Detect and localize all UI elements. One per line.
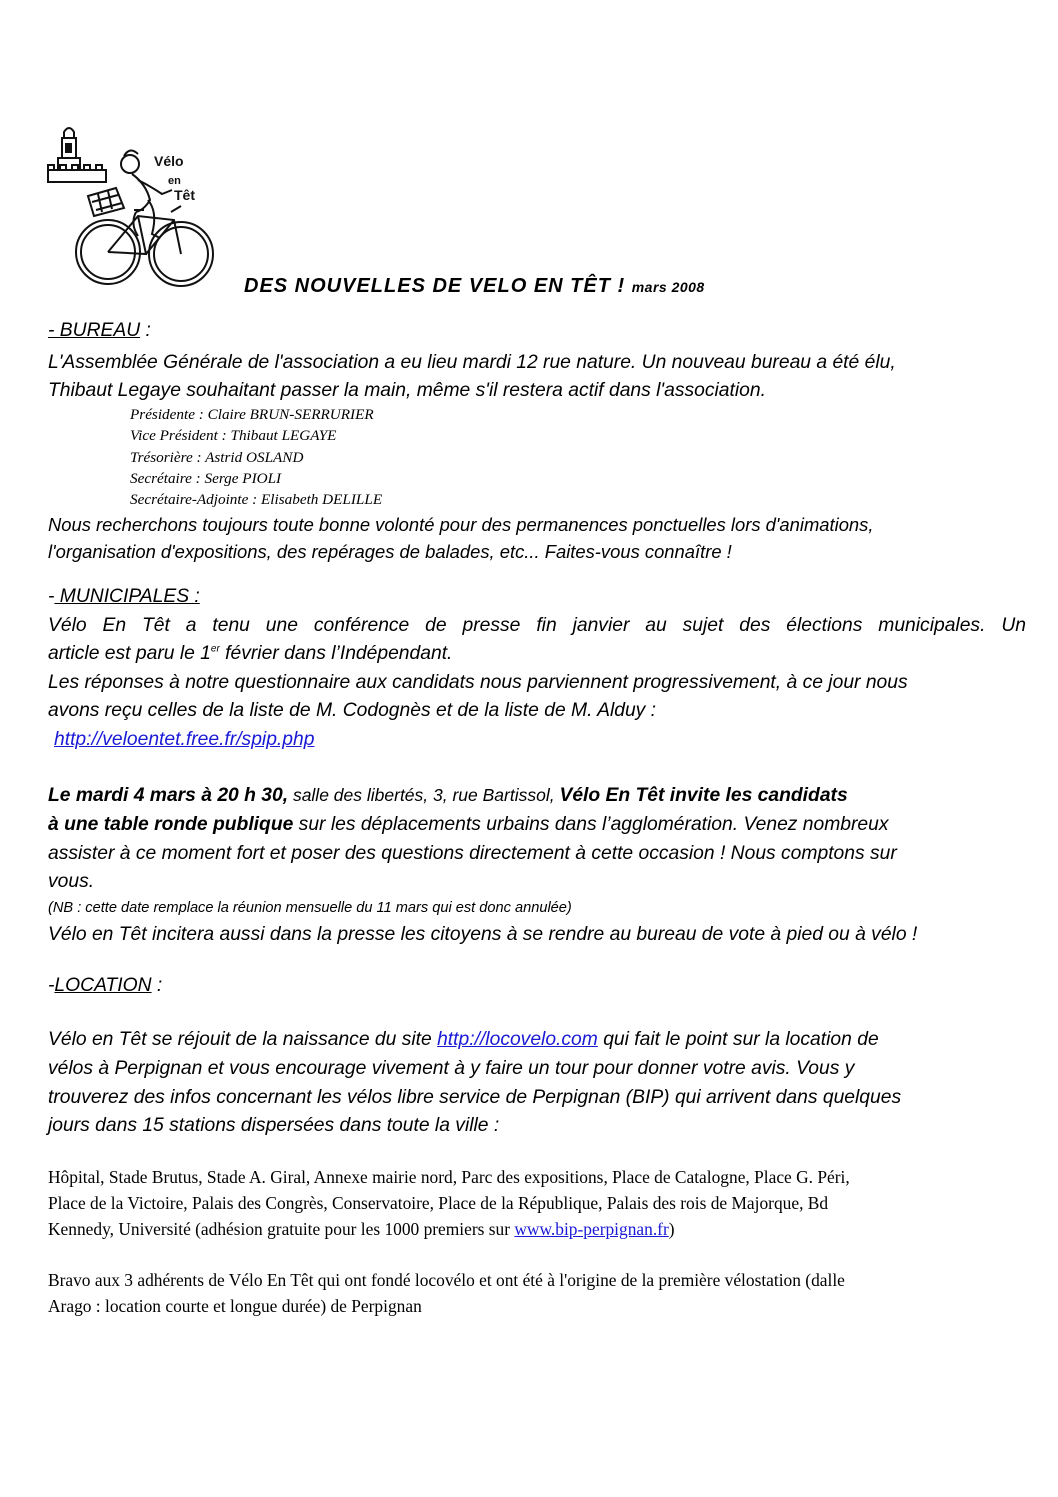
municipales-line-2 bbox=[48, 643, 452, 665]
page-title bbox=[244, 275, 705, 298]
event-invite: Vélo En Têt invite les candidats bbox=[559, 785, 848, 806]
bravo-line-1: Bravo aux 3 adhérents de Vélo En Têt qui ont fondé locovélo et ont été à l'origine de la première vélostation (dalle bbox=[48, 1270, 845, 1290]
bureau-heading-text: - BUREAU bbox=[48, 320, 141, 341]
officer-vice-president: Vice Président : Thibaut LEGAYE bbox=[130, 427, 337, 444]
municipales-line-2-a: article est paru le 1 bbox=[48, 643, 211, 664]
stations-line-3-b: ) bbox=[668, 1219, 675, 1239]
logo-text-velo: Vélo bbox=[154, 153, 184, 169]
issue-date: mars 2008 bbox=[631, 279, 705, 295]
municipales-line-1: Vélo En Têt a tenu une conférence de presse fin janvier au sujet des élections municipales. Un bbox=[48, 615, 1026, 636]
press-line: Vélo en Têt incitera aussi dans la presse les citoyens à se rendre au bureau de vote à pied ou à vélo ! bbox=[48, 924, 918, 945]
bureau-paragraph-line-1: L'Assemblée Générale de l'association a eu lieu mardi 12 rue nature. Un nouveau bureau a été élu, bbox=[48, 352, 896, 373]
location-heading-suffix: : bbox=[151, 975, 163, 996]
location-line-3: trouverez des infos concernant les vélos libre service de Perpignan (BIP) qui arrivent dans quelques bbox=[48, 1087, 902, 1108]
location-line-1-b: qui fait le point sur la location de bbox=[597, 1029, 879, 1050]
volunteer-paragraph-line-2: l'organisation d'expositions, des repérages de balades, etc... Faites-vous connaître ! bbox=[48, 541, 732, 562]
event-line-2 bbox=[48, 814, 889, 836]
location-line-1 bbox=[48, 1029, 879, 1051]
officer-assistant-secretary: Secrétaire-Adjointe : Elisabeth DELILLE bbox=[130, 491, 383, 508]
municipales-heading-dash: - bbox=[48, 586, 55, 607]
bureau-heading bbox=[48, 320, 151, 342]
municipales-line-2-b: février dans l’Indépendant. bbox=[219, 643, 453, 664]
cyclist-logo-icon bbox=[46, 124, 224, 296]
locovelo-link[interactable]: http://locovelo.com bbox=[437, 1029, 598, 1050]
velo-en-tet-logo bbox=[46, 124, 224, 296]
event-date: Le mardi 4 mars à 20 h 30, bbox=[48, 785, 289, 806]
logo-text-tet: Têt bbox=[174, 187, 195, 203]
location-heading-text: LOCATION bbox=[54, 975, 152, 996]
municipales-heading-text: MUNICIPALES : bbox=[54, 586, 200, 607]
event-line-1 bbox=[48, 785, 848, 807]
title-text: DES NOUVELLES DE VELO EN TÊT ! bbox=[244, 275, 626, 297]
officer-secretary: Secrétaire : Serge PIOLI bbox=[130, 470, 282, 487]
event-topic: sur les déplacements urbains dans l’agglomération. Venez nombreux bbox=[293, 814, 889, 835]
spip-link[interactable]: http://veloentet.free.fr/spip.php bbox=[54, 729, 315, 750]
event-venue: salle des libertés, 3, rue Bartissol, bbox=[288, 785, 560, 805]
spip-link-line bbox=[54, 729, 314, 751]
bureau-paragraph-line-2: Thibaut Legaye souhaitant passer la main, même s'il restera actif dans l'association. bbox=[48, 380, 766, 401]
stations-line-3 bbox=[48, 1219, 675, 1240]
municipales-heading bbox=[48, 586, 200, 608]
municipales-line-2-sup: er bbox=[210, 643, 220, 655]
bravo-line-2: Arago : location courte et longue durée) de Perpignan bbox=[48, 1296, 422, 1316]
location-line-1-a: Vélo en Têt se réjouit de la naissance du site bbox=[48, 1029, 438, 1050]
location-heading bbox=[48, 975, 162, 997]
location-line-2: vélos à Perpignan et vous encourage vivement à y faire un tour pour donner votre avis. Vous y bbox=[48, 1058, 855, 1079]
nb-note: (NB : cette date remplace la réunion mensuelle du 11 mars qui est donc annulée) bbox=[48, 900, 572, 916]
stations-line-2: Place de la Victoire, Palais des Congrès, Conservatoire, Place de la République, Palais des rois de Majorque, Bd bbox=[48, 1193, 829, 1213]
location-line-4: jours dans 15 stations dispersées dans toute la ville : bbox=[48, 1115, 500, 1136]
officer-president: Présidente : Claire BRUN-SERRURIER bbox=[130, 406, 374, 423]
event-line-3: assister à ce moment fort et poser des questions directement à cette occasion ! Nous comptons sur bbox=[48, 843, 897, 864]
event-round-table: à une table ronde publique bbox=[48, 814, 294, 835]
bip-link[interactable]: www.bip-perpignan.fr bbox=[514, 1219, 669, 1239]
bureau-heading-suffix: : bbox=[140, 320, 151, 341]
stations-line-3-a: Kennedy, Université (adhésion gratuite pour les 1000 premiers sur bbox=[48, 1219, 515, 1239]
logo-text-en: en bbox=[168, 175, 181, 187]
location-heading-dash: - bbox=[48, 975, 55, 996]
volunteer-paragraph-line-1: Nous recherchons toujours toute bonne volonté pour des permanences ponctuelles lors d'animations, bbox=[48, 514, 874, 535]
event-line-4: vous. bbox=[48, 871, 95, 892]
stations-line-1: Hôpital, Stade Brutus, Stade A. Giral, Annexe mairie nord, Parc des expositions, Place de Catalogne, Place G. Péri, bbox=[48, 1167, 850, 1187]
municipales-line-4: avons reçu celles de la liste de M. Codognès et de la liste de M. Alduy : bbox=[48, 700, 657, 721]
officer-treasurer: Trésorière : Astrid OSLAND bbox=[130, 449, 304, 466]
municipales-line-3: Les réponses à notre questionnaire aux candidats nous parviennent progressivement, à ce jour nous bbox=[48, 672, 908, 693]
